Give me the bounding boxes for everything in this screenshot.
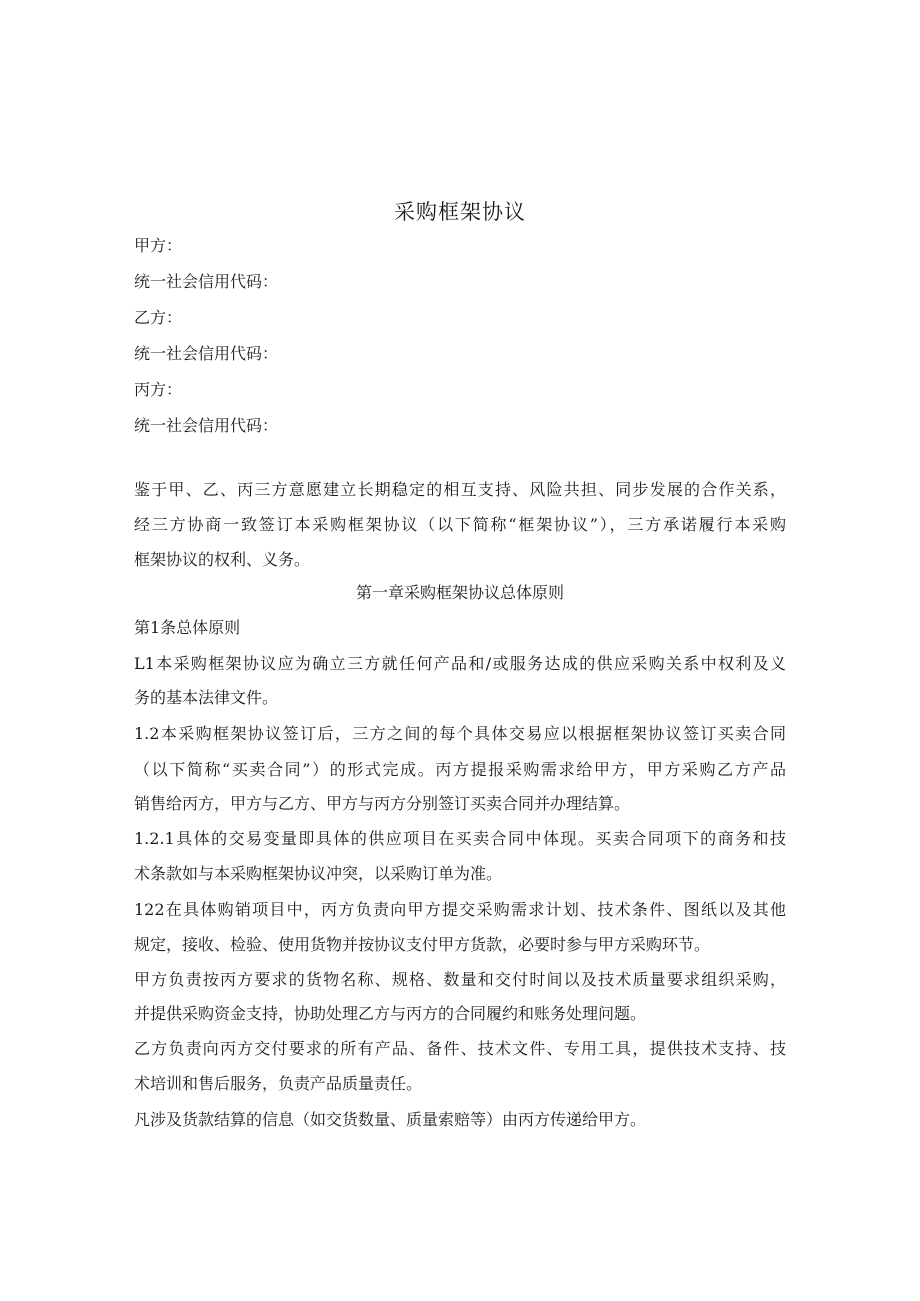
party-c-label: 丙方： — [134, 380, 183, 399]
clause-1-2-line: 1.2本采购框架协议签订后，三方之间的每个具体交易应以根据框架协议签订买卖合同 — [134, 724, 786, 743]
party-a-duty-line: 并提供采购资金支持，协助处理乙方与丙方的合同履约和账务处理问题。 — [134, 1004, 647, 1023]
clause-1-1-line: 务的基本法律文件。 — [134, 688, 279, 707]
article-title: 第1条总体原则 — [134, 618, 241, 637]
party-c-credit-code: 统一社会信用代码： — [134, 416, 279, 435]
clause-1-2-line: （以下简称“买卖合同”）的形式完成。丙方提报采购需求给甲方，甲方采购乙方产品 — [134, 760, 786, 779]
party-b-duty-line: 术培训和售后服务，负责产品质量责任。 — [134, 1074, 423, 1093]
preamble-line: 鉴于甲、乙、丙三方意愿建立长期稳定的相互支持、风险共担、同步发展的合作关系， — [134, 480, 786, 499]
clause-1-2-1-line: 术条款如与本采购框架协议冲突，以采购订单为准。 — [134, 864, 503, 883]
chapter-title: 第一章采购框架协议总体原则 — [355, 583, 564, 602]
preamble-line: 框架协议的权利、义务。 — [134, 550, 311, 569]
party-a-duty-line: 甲方负责按丙方要求的货物名称、规格、数量和交付时间以及技术质量要求组织采购， — [134, 970, 786, 989]
party-b-duty-line: 乙方负责向丙方交付要求的所有产品、备件、技术文件、专用工具，提供技术支持、技 — [134, 1039, 786, 1058]
document-title: 采购框架协议 — [394, 200, 526, 224]
party-a-label: 甲方： — [134, 236, 183, 255]
party-a-credit-code: 统一社会信用代码： — [134, 272, 279, 291]
settlement-line: 凡涉及货款结算的信息（如交货数量、质量索赔等）由丙方传递给甲方。 — [134, 1110, 647, 1129]
clause-1-2-2-line: 122在具体购销项目中，丙方负责向甲方提交采购需求计划、技术条件、图纸以及其他 — [134, 900, 786, 919]
party-b-credit-code: 统一社会信用代码： — [134, 344, 279, 363]
clause-1-2-line: 销售给丙方，甲方与乙方、甲方与丙方分别签订买卖合同并办理结算。 — [134, 794, 631, 813]
party-b-label: 乙方： — [134, 308, 183, 327]
clause-1-1-line: L1本采购框架协议应为确立三方就任何产品和/或服务达成的供应采购关系中权利及义 — [134, 654, 786, 673]
preamble-line: 经三方协商一致签订本采购框架协议（以下简称“框架协议”），三方承诺履行本采购 — [134, 515, 786, 534]
clause-1-2-2-line: 规定，接收、检验、使用货物并按协议支付甲方货款，必要时参与甲方采购环节。 — [134, 935, 711, 954]
clause-1-2-1-line: 1.2.1具体的交易变量即具体的供应项目在买卖合同中体现。买卖合同项下的商务和技 — [134, 829, 786, 848]
